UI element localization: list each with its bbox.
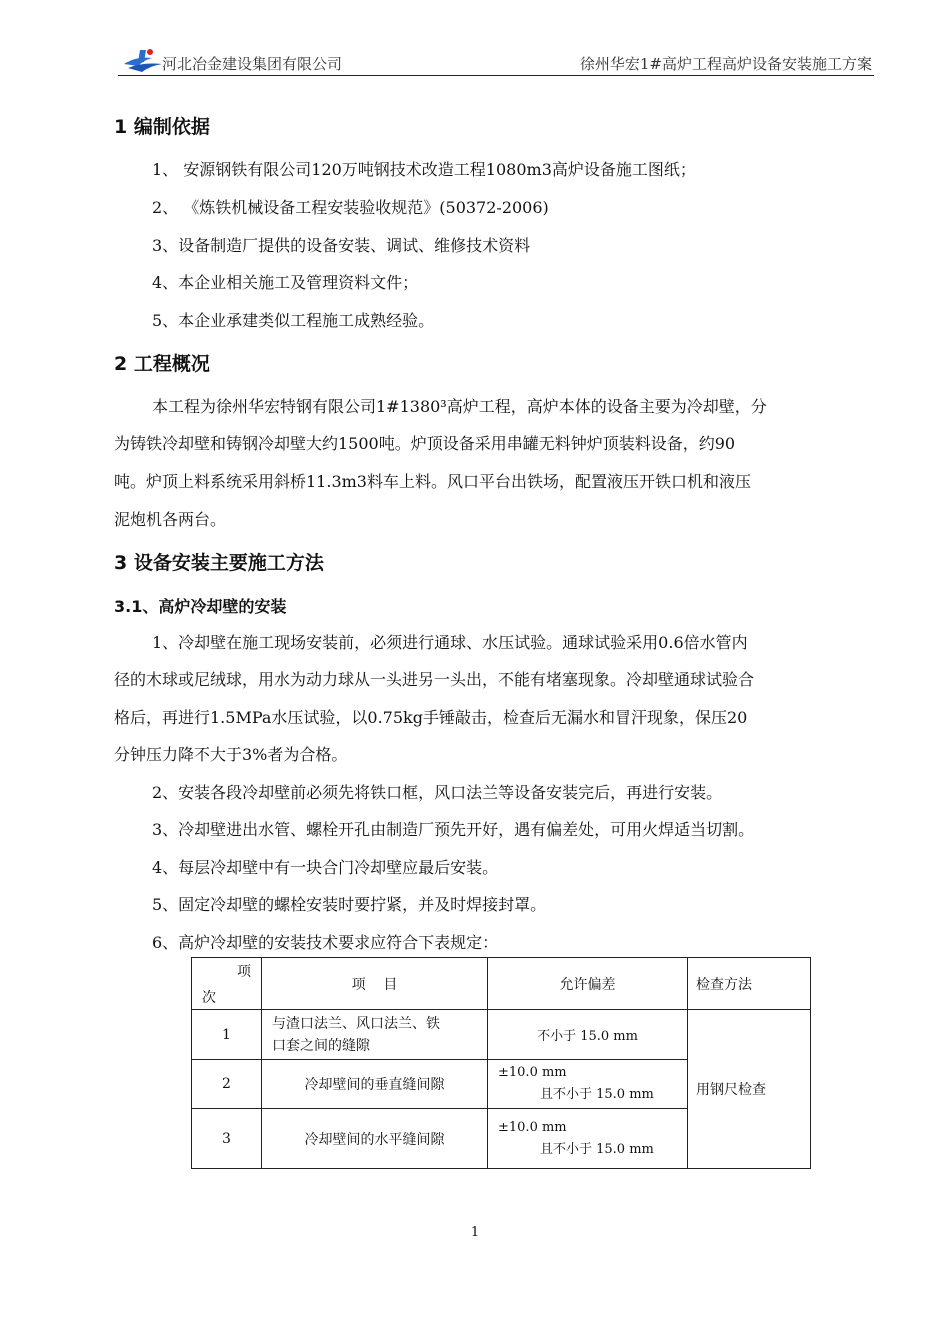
row-item: 冷却壁间的垂直缝间隙 (262, 1060, 488, 1109)
row-item: 与渣口法兰、风口法兰、铁 口套之间的缝隙 (262, 1010, 488, 1060)
row-no: 1 (192, 1010, 262, 1060)
s31-line-2: 径的木球或尼绒球，用水为动力球从一头进另一头出，不能有堵塞现象。冷却壁通球试验合 (114, 670, 755, 689)
s1-item-5: 5、本企业承建类似工程施工成熟经验。 (152, 311, 435, 330)
s1-item-4: 4、本企业相关施工及管理资料文件； (152, 273, 419, 292)
s31-line-5: 2、安装各段冷却壁前必须先将铁口框，风口法兰等设备安装完后，再进行安装。 (152, 783, 723, 802)
header-method: 检查方法 (688, 958, 811, 1010)
row-no: 2 (192, 1060, 262, 1109)
s31-line-7: 4、每层冷却壁中有一块合门冷却壁应最后安装。 (152, 858, 499, 877)
s31-line-9: 6、高炉冷却壁的安装技术要求应符合下表规定： (152, 933, 499, 952)
s31-line-1: 1、冷却壁在施工现场安装前，必须进行通球、水压试验。通球试验采用0.6倍水管内 (152, 633, 748, 652)
row-tolerance: ±10.0 mm 且不小于 15.0 mm (488, 1109, 688, 1169)
row-tolerance: 不小于 15.0 mm (488, 1010, 688, 1060)
section-3-1-title: 3.1、高炉冷却壁的安装 (114, 597, 287, 616)
page-header (118, 44, 874, 76)
section-1-title: 1 编制依据 (114, 116, 210, 138)
section-3-title: 3 设备安装主要施工方法 (114, 552, 324, 574)
row-tolerance: ±10.0 mm 且不小于 15.0 mm (488, 1060, 688, 1109)
header-company: 河北冶金建设集团有限公司 (162, 55, 343, 73)
page-number: 1 (470, 1225, 480, 1240)
s2-line-4: 泥炮机各两台。 (114, 510, 227, 529)
s2-line-2: 为铸铁冷却壁和铸钢冷却壁大约1500吨。炉顶设备采用串罐无料钟炉顶装料设备，约90 (114, 434, 736, 453)
row-no: 3 (192, 1109, 262, 1169)
table-header-row (192, 958, 811, 1010)
row-method: 用钢尺检查 (688, 1010, 811, 1169)
s31-line-3: 格后，再进行1.5MPa水压试验，以0.75kg手锤敲击，检查后无漏水和冒汗现象，保压20 (114, 708, 748, 727)
header-project: 徐州华宏1#高炉工程高炉设备安装施工方案 (579, 55, 872, 73)
header-item: 项 目 (262, 958, 488, 1010)
s31-line-6: 3、冷却壁进出水管、螺栓开孔由制造厂预先开好，遇有偏差处，可用火焊适当切割。 (152, 820, 755, 839)
s1-item-3: 3、设备制造厂提供的设备安装、调试、维修技术资料 (152, 236, 531, 255)
s2-line-3: 吨。炉顶上料系统采用斜桥11.3m3料车上料。风口平台出铁场，配置液压开铁口机和液压 (114, 472, 751, 491)
s1-item-1: 1、 安源钢铁有限公司120万吨钢技术改造工程1080m3高炉设备施工图纸； (152, 160, 696, 179)
cooling-stave-tolerance-table (191, 957, 811, 1169)
s1-item-2: 2、 《炼铁机械设备工程安装验收规范》(50372-2006) (152, 198, 549, 217)
s31-line-8: 5、固定冷却壁的螺栓安装时要拧紧，并及时焊接封罩。 (152, 895, 547, 914)
s31-line-4: 分钟压力降不大于3%者为合格。 (114, 745, 348, 764)
header-divider (118, 75, 874, 76)
company-logo-icon (122, 46, 166, 74)
row-item: 冷却壁间的水平缝间隙 (262, 1109, 488, 1169)
table-row (192, 1010, 811, 1060)
header-no: 项 次 (192, 958, 262, 1010)
section-2-title: 2 工程概况 (114, 353, 210, 375)
header-tolerance: 允许偏差 (488, 958, 688, 1010)
s2-line-1: 本工程为徐州华宏特钢有限公司1#1380³高炉工程，高炉本体的设备主要为冷却壁，分 (152, 397, 767, 416)
